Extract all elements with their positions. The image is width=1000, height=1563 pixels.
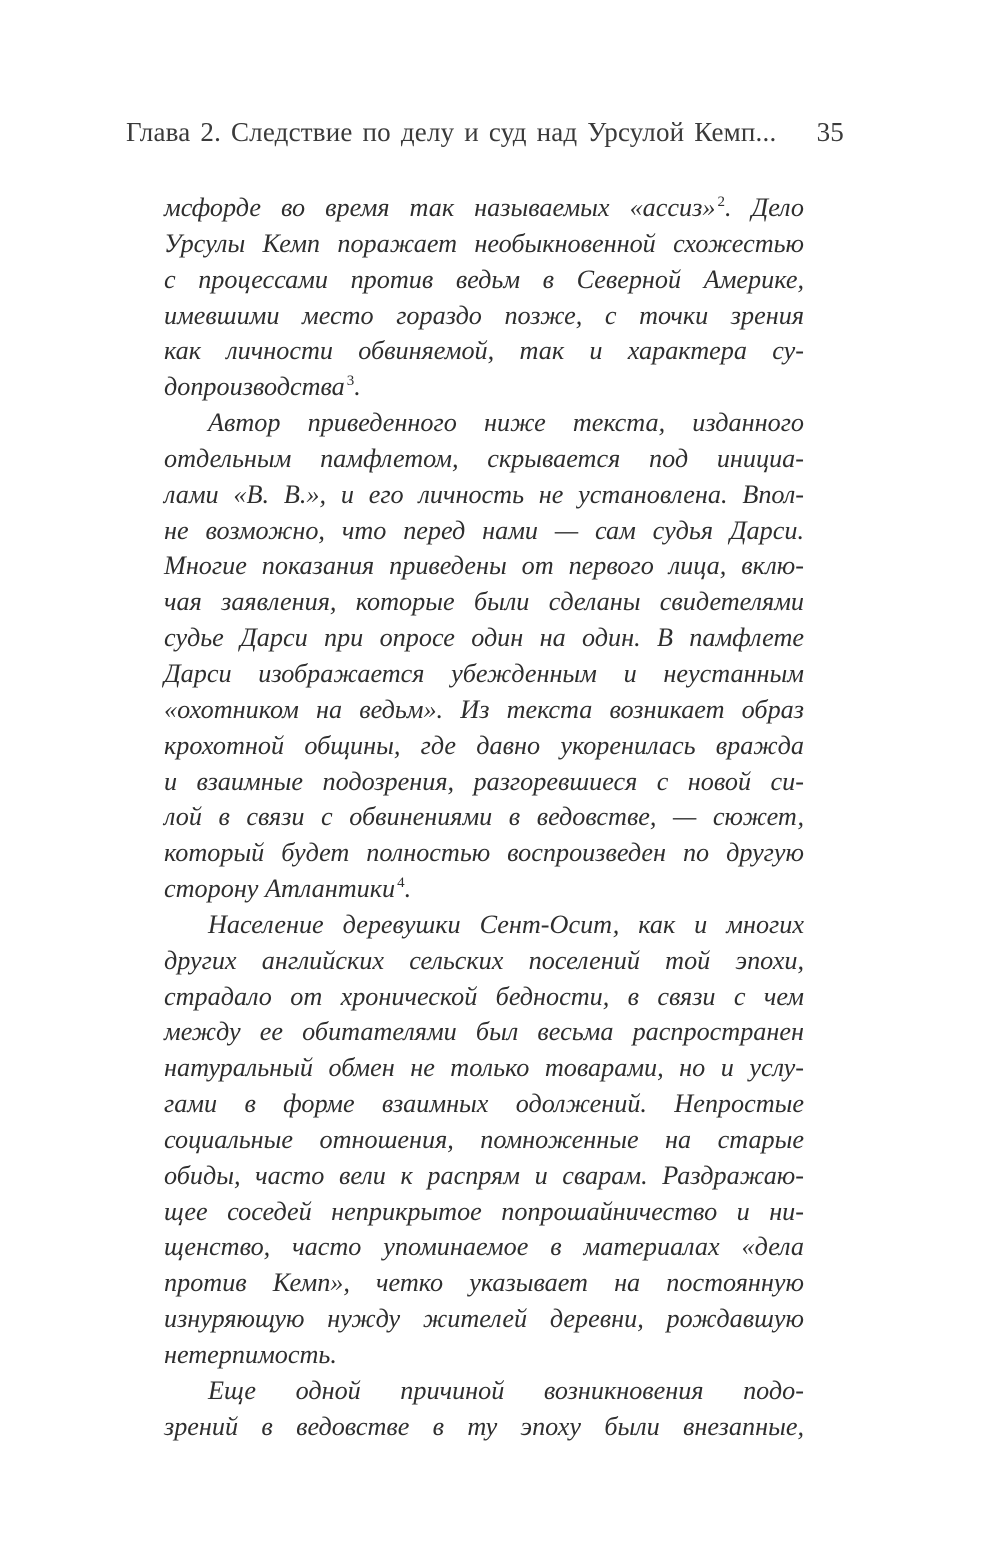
line-text: сторону Атлантики	[164, 874, 396, 904]
line-text: крохотной общины, где давно укоренилась вражда	[164, 730, 804, 760]
line-text: зрений в ведовстве в ту эпоху были внезапные,	[164, 1411, 804, 1441]
line-text: гами в форме взаимных одолжений. Непростые	[164, 1089, 804, 1119]
line-text: Урсулы Кемп поражает необыкновенной схожестью	[164, 228, 804, 258]
running-head	[126, 112, 846, 152]
line-text: Дарси изображается убежденным и неустанным	[164, 658, 804, 688]
line-text-after: . Дело	[724, 193, 805, 222]
text-line	[164, 692, 804, 728]
footnote-marker[interactable]: 2	[717, 194, 725, 210]
text-line	[164, 1301, 804, 1337]
body-text	[164, 190, 804, 1445]
text-line	[164, 979, 804, 1015]
line-text: «охотником на ведьм». Из текста возникает образ	[164, 694, 804, 724]
text-line	[164, 1409, 804, 1445]
line-text: лами «В. В.», и его личность не установлена. Впол-	[164, 479, 804, 509]
text-line	[164, 1337, 804, 1373]
footnote-marker[interactable]: 4	[397, 875, 405, 892]
line-text: нетерпимость.	[164, 1340, 337, 1369]
text-line	[164, 548, 804, 584]
line-text: щее соседей неприкрытое попрошайничество и ни-	[164, 1196, 804, 1226]
line-text: мсфорде во время так называемых «ассиз»	[164, 193, 716, 222]
text-line	[164, 441, 804, 477]
text-line	[164, 656, 804, 692]
line-text: социальные отношения, помноженные на старые	[164, 1124, 804, 1154]
line-text: Автор приведенного ниже текста, изданного	[208, 408, 804, 438]
text-line	[164, 620, 804, 656]
line-text: лой в связи с обвинениями в ведовстве, — сюжет,	[164, 802, 804, 832]
line-text: судье Дарси при опросе один на один. В памфлете	[164, 623, 804, 653]
line-text: Многие показания приведены от первого лица, вклю-	[164, 551, 804, 581]
line-text: чая заявления, которые были сделаны свидетелями	[164, 587, 804, 617]
text-line	[164, 764, 804, 800]
text-line	[164, 799, 804, 835]
page-number: 35	[816, 117, 844, 147]
text-line	[164, 907, 804, 943]
text-line	[164, 1014, 804, 1050]
line-text: как личности обвиняемой, так и характера су-	[164, 336, 804, 366]
text-line	[164, 405, 804, 441]
footnote-marker[interactable]: 3	[346, 373, 355, 390]
paragraph	[164, 1373, 804, 1445]
text-line	[164, 943, 804, 979]
chapter-running-title: Глава 2. Следствие по делу и суд над Урсулой Кемп...	[126, 117, 777, 147]
text-line	[164, 1194, 804, 1230]
text-line	[164, 1050, 804, 1086]
text-line	[164, 369, 804, 405]
line-text: который будет полностью воспроизведен по другую	[164, 838, 804, 868]
text-line	[164, 298, 804, 334]
text-line	[164, 513, 804, 549]
text-line	[164, 1122, 804, 1158]
line-text: допроизводства	[164, 372, 345, 402]
text-line	[164, 1086, 804, 1122]
line-text: изнуряющую нужду жителей деревни, рождавшую	[164, 1304, 804, 1334]
text-line	[164, 190, 804, 226]
text-line	[164, 262, 804, 298]
text-line	[164, 871, 804, 907]
line-text: не возможно, что перед нами — сам судья Дарси.	[164, 515, 804, 545]
text-line	[164, 1158, 804, 1194]
text-line	[164, 477, 804, 513]
line-text: натуральный обмен не только товарами, но и услу-	[164, 1053, 804, 1083]
line-text: имевшими место гораздо позже, с точки зрения	[164, 300, 804, 330]
text-line	[164, 1265, 804, 1301]
line-text: Еще одной причиной возникновения подо-	[208, 1375, 804, 1405]
paragraph	[164, 405, 804, 907]
text-line	[164, 1373, 804, 1409]
line-text: между ее обитателями был весьма распространен	[164, 1017, 804, 1047]
text-line	[164, 1229, 804, 1265]
line-text: против Кемп», четко указывает на постоянную	[164, 1268, 804, 1298]
paragraph	[164, 907, 804, 1373]
line-text-after: .	[354, 372, 361, 402]
line-text: страдало от хронической бедности, в связи с чем	[164, 981, 804, 1011]
text-line	[164, 333, 804, 369]
line-text: Население деревушки Сент-Осит, как и многих	[208, 909, 804, 939]
text-line	[164, 226, 804, 262]
line-text: обиды, часто вели к распрям и сварам. Раздражаю-	[164, 1160, 804, 1190]
line-text: и взаимные подозрения, разгоревшиеся с новой си-	[164, 766, 804, 796]
line-text: с процессами против ведьм в Северной Америке,	[164, 264, 804, 294]
text-line	[164, 728, 804, 764]
line-text: других английских сельских поселений той эпохи,	[164, 945, 804, 975]
line-text-after: .	[404, 874, 412, 904]
text-line	[164, 584, 804, 620]
line-text: щенство, часто упоминаемое в материалах «дела	[164, 1232, 804, 1262]
paragraph	[164, 190, 804, 405]
line-text: отдельным памфлетом, скрывается под инициа-	[164, 443, 804, 473]
text-line	[164, 835, 804, 871]
